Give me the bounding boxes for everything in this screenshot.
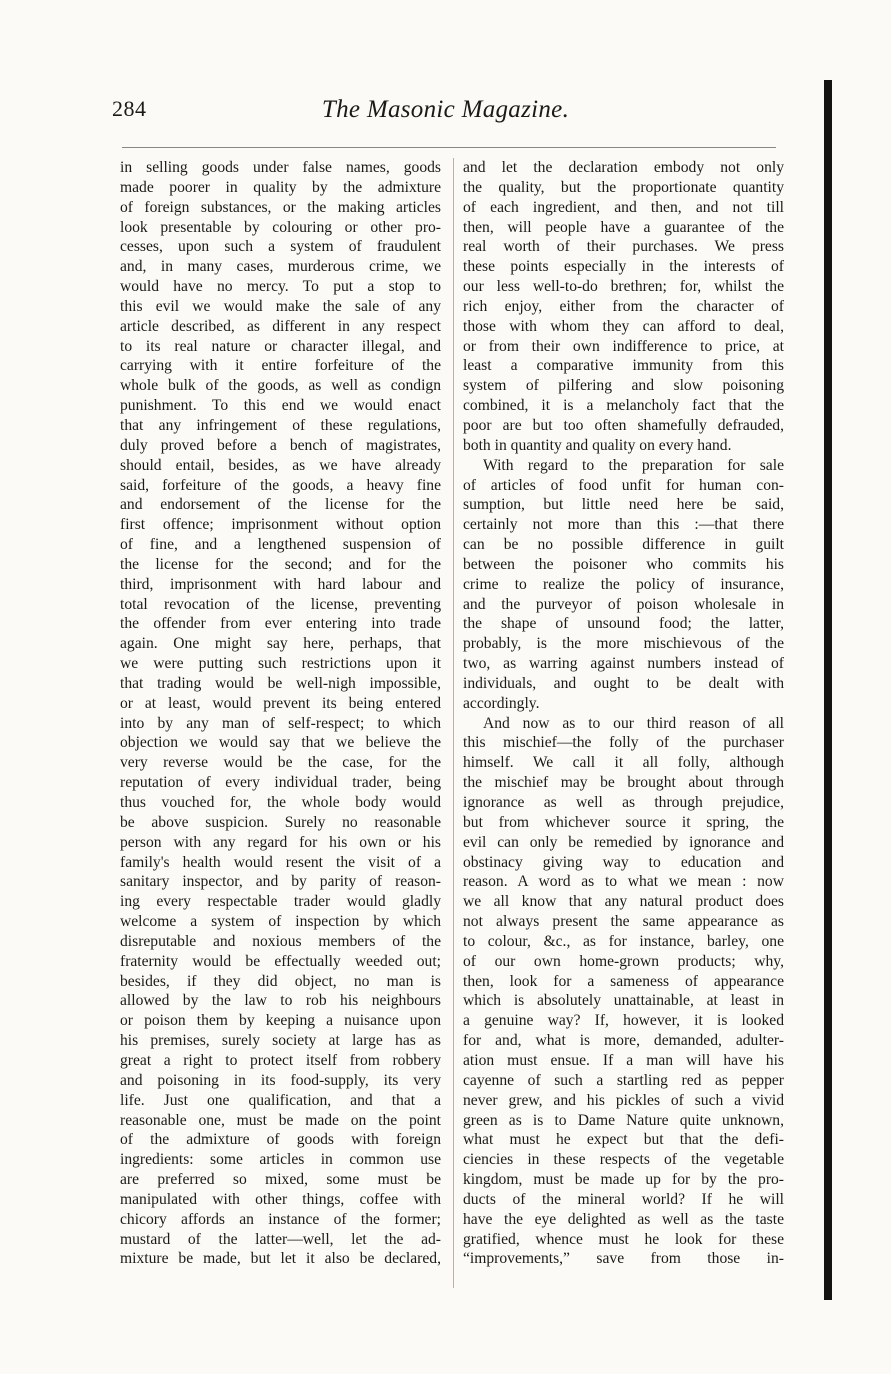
text-line: ation must ensue. If a man will have his — [463, 1051, 784, 1069]
text-line: cesses, upon such a system of fraudulent — [120, 238, 441, 256]
text-line: first offence; imprisonment without option — [120, 516, 441, 534]
text-line: again. One might say here, perhaps, that — [120, 635, 441, 653]
text-line: what must he expect but that the defi- — [463, 1131, 784, 1149]
text-line: that any infringement of these regulations, — [120, 416, 441, 434]
text-line: to its real nature or character illegal, and — [120, 337, 441, 355]
text-line: those with whom they can afford to deal, — [463, 317, 784, 335]
text-line: duly proved before a bench of magistrates, — [120, 436, 441, 454]
text-line: then, look for a sameness of appearance — [463, 972, 784, 990]
text-line: or at least, would prevent its being entered — [120, 694, 441, 712]
text-line: person with any regard for his own or his — [120, 833, 441, 851]
text-line: total revocation of the license, preventing — [120, 595, 441, 613]
text-line: ignorance as well as through prejudice, — [463, 794, 784, 811]
text-line: and poisoning in its food-supply, its very — [120, 1071, 441, 1089]
text-line: between the poisoner who commits his — [463, 555, 784, 573]
text-line: least a comparative immunity from this — [463, 357, 784, 375]
text-line: we were putting such restrictions upon it — [120, 655, 441, 673]
text-line: reasonable one, must be made on the point — [120, 1111, 441, 1129]
text-line: then, will people have a guarantee of the — [463, 218, 784, 236]
text-line: reason. A word as to what we mean : now — [463, 873, 784, 891]
text-line: for and, what is more, demanded, adulter- — [463, 1032, 784, 1050]
text-line: gratified, whence must he look for these — [463, 1230, 784, 1248]
text-line: besides, if they did object, no man is — [120, 972, 441, 990]
text-line: and the purveyor of poison wholesale in — [463, 595, 784, 613]
text-line: poor are but too often shamefully defrauded, — [463, 416, 784, 434]
text-line: life. Just one qualification, and that a — [120, 1091, 441, 1109]
text-line: manipulated with other things, coffee with — [120, 1190, 441, 1208]
text-line: this evil we would make the sale of any — [120, 297, 441, 315]
text-line: sumption, but little need here be said, — [463, 496, 784, 514]
text-line: ducts of the mineral world? If he will — [463, 1190, 784, 1208]
text-line: which is absolutely unattainable, at least in — [463, 992, 784, 1010]
text-line: third, imprisonment with hard labour and — [120, 575, 441, 593]
header-rule — [122, 147, 776, 148]
text-line: or poison them by keeping a nuisance upon — [120, 1012, 441, 1030]
text-line: probably, is the more mischievous of the — [463, 635, 784, 653]
text-line: “improvements,” save from those in- — [463, 1250, 784, 1268]
text-line: chicory affords an instance of the former; — [120, 1210, 441, 1228]
text-line: of foreign substances, or the making articles — [120, 198, 441, 216]
text-line: combined, it is a melancholy fact that the — [463, 397, 784, 415]
text-line: we all know that any natural product does — [463, 893, 784, 911]
text-line: the mischief may be brought about through — [463, 774, 784, 792]
left-column — [120, 158, 441, 1269]
text-line: carrying with it entire forfeiture of the — [120, 357, 441, 375]
text-line: into by any man of self-respect; to which — [120, 714, 441, 732]
text-line: of our own home-grown products; why, — [463, 952, 784, 970]
text-line: kingdom, must be made up for by the pro- — [463, 1171, 784, 1189]
text-line: himself. We call it all folly, although — [463, 754, 784, 772]
text-line: his premises, surely society at large has as — [120, 1032, 441, 1050]
page-edge-bar — [824, 80, 832, 1300]
text-line: these points especially in the interests of — [463, 258, 784, 276]
text-line: should entail, besides, as we have already — [120, 456, 441, 474]
text-line: With regard to the preparation for sale — [483, 456, 784, 474]
text-line: great a right to protect itself from robbery — [120, 1051, 441, 1069]
text-line: mixture be made, but let it also be declared, — [120, 1250, 441, 1268]
text-line: individuals, and ought to be dealt with — [463, 674, 784, 692]
text-line: family's health would resent the visit of a — [120, 853, 441, 871]
text-line: of the admixture of goods with foreign — [120, 1131, 441, 1149]
page-header — [0, 96, 891, 136]
text-line: can be no possible difference in guilt — [463, 536, 784, 554]
text-line: ciencies in these respects of the vegetable — [463, 1151, 784, 1169]
text-line: very reverse would be the case, for the — [120, 754, 441, 772]
text-line: article described, as different in any respect — [120, 317, 441, 335]
text-line: whole bulk of the goods, as well as condign — [120, 377, 441, 395]
text-line: thus vouched for, the whole body would — [120, 794, 441, 811]
text-line: never grew, and his pickles of such a vivid — [463, 1091, 784, 1109]
text-line: of articles of food unfit for human con- — [463, 476, 784, 494]
text-line: have the eye delighted as well as the taste — [463, 1210, 784, 1228]
text-line: reputation of every individual trader, being — [120, 774, 441, 792]
text-line: evil can only be remedied by ignorance and — [463, 833, 784, 851]
text-line: mustard of the latter—well, let the ad- — [120, 1230, 441, 1248]
text-line: accordingly. — [463, 694, 540, 712]
text-line: but from whichever source it spring, the — [463, 813, 784, 831]
text-line: certainly not more than this :—that there — [463, 516, 784, 534]
text-line: objection we would say that we believe the — [120, 734, 441, 752]
text-line: made poorer in quality by the admixture — [120, 178, 441, 196]
text-line: sanitary inspector, and by parity of reason- — [120, 873, 441, 891]
text-line: two, as warring against numbers instead of — [463, 655, 784, 673]
text-line: this mischief—the folly of the purchaser — [463, 734, 784, 752]
text-line: fraternity would be effectually weeded out; — [120, 952, 441, 970]
text-line: are preferred so mixed, some must be — [120, 1171, 441, 1189]
text-line: and endorsement of the license for the — [120, 496, 441, 514]
text-line: to colour, &c., as for instance, barley, one — [463, 932, 784, 950]
text-line: rich enjoy, either from the character of — [463, 297, 784, 315]
text-line: and let the declaration embody not only — [463, 159, 784, 176]
running-title: The Masonic Magazine. — [321, 96, 570, 123]
right-column — [463, 158, 784, 1269]
text-line: not always present the same appearance as — [463, 913, 784, 931]
text-line: disreputable and noxious members of the — [120, 932, 441, 950]
text-line: that trading would be well-nigh impossible, — [120, 674, 441, 692]
text-line: punishment. To this end we would enact — [120, 397, 441, 415]
text-line: a genuine way? If, however, it is looked — [463, 1012, 784, 1030]
text-line: obstinacy giving way to education and — [463, 853, 784, 871]
text-line: would have no mercy. To put a stop to — [120, 278, 441, 296]
text-line: our less well-to-do brethren; for, whilst the — [463, 278, 784, 296]
text-line: both in quantity and quality on every hand. — [463, 436, 732, 454]
text-line: ingredients: some articles in common use — [120, 1151, 441, 1169]
text-line: system of pilfering and slow poisoning — [463, 377, 784, 395]
text-line: cayenne of such a startling red as pepper — [463, 1071, 784, 1089]
text-line: real worth of their purchases. We press — [463, 238, 784, 256]
text-line: crime to realize the policy of insurance, — [463, 575, 784, 593]
text-line: allowed by the law to rob his neighbours — [120, 992, 441, 1010]
text-line: And now as to our third reason of all — [483, 714, 784, 732]
page-number: 284 — [112, 96, 147, 121]
text-line: in selling goods under false names, goods — [120, 159, 441, 176]
text-line: of fine, and a lengthened suspension of — [120, 536, 441, 554]
column-divider — [453, 158, 454, 1288]
text-line: look presentable by colouring or other pro- — [120, 218, 441, 236]
text-line: be above suspicion. Surely no reasonable — [120, 813, 441, 831]
text-line: welcome a system of inspection by which — [120, 913, 441, 931]
text-line: the shape of unsound food; the latter, — [463, 615, 784, 633]
text-line: the offender from ever entering into trade — [120, 615, 441, 633]
text-line: of each ingredient, and then, and not till — [463, 198, 784, 216]
text-line: and, in many cases, murderous crime, we — [120, 258, 441, 276]
text-line: the quality, but the proportionate quantity — [463, 178, 784, 196]
text-line: or from their own indifference to price, at — [463, 337, 784, 355]
text-line: green as is to Dame Nature quite unknown, — [463, 1111, 784, 1129]
text-line: ing every respectable trader would gladly — [120, 893, 441, 911]
text-line: the license for the second; and for the — [120, 555, 441, 573]
text-line: said, forfeiture of the goods, a heavy fine — [120, 476, 441, 494]
